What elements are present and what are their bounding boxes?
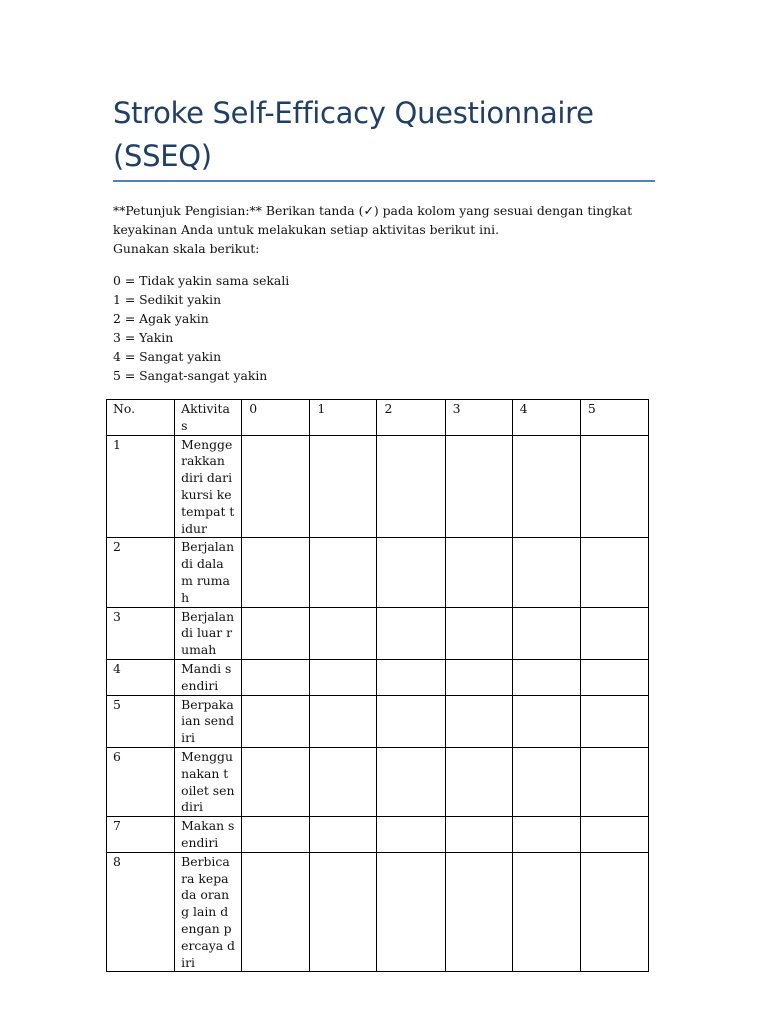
score-cell-0[interactable] xyxy=(242,817,310,853)
score-cell-0[interactable] xyxy=(242,435,310,538)
scale-item: 0 = Tidak yakin sama sekali xyxy=(113,273,290,288)
score-cell-5[interactable] xyxy=(580,538,648,607)
table-row xyxy=(107,435,649,538)
score-cell-2[interactable] xyxy=(377,538,445,607)
score-cell-2[interactable] xyxy=(377,607,445,659)
row-activity: Berjalan di luar rumah xyxy=(175,607,242,659)
row-activity: Mandi sendiri xyxy=(175,659,242,695)
score-cell-5[interactable] xyxy=(580,852,648,972)
score-cell-3[interactable] xyxy=(445,852,512,972)
row-number: 1 xyxy=(107,435,175,538)
score-cell-1[interactable] xyxy=(310,817,377,853)
score-cell-0[interactable] xyxy=(242,747,310,816)
header-score-2: 2 xyxy=(377,400,445,436)
scale-legend xyxy=(113,271,653,385)
row-activity: Makan sendiri xyxy=(175,817,242,853)
score-cell-1[interactable] xyxy=(310,747,377,816)
header-score-0: 0 xyxy=(242,400,310,436)
score-cell-0[interactable] xyxy=(242,695,310,747)
table-row xyxy=(107,817,649,853)
score-cell-4[interactable] xyxy=(512,817,580,853)
score-cell-3[interactable] xyxy=(445,659,512,695)
scale-item: 5 = Sangat-sangat yakin xyxy=(113,368,268,383)
scale-intro: Gunakan skala berikut: xyxy=(113,241,260,256)
header-score-1: 1 xyxy=(310,400,377,436)
row-number: 8 xyxy=(107,852,175,972)
table-row xyxy=(107,695,649,747)
header-score-4: 4 xyxy=(512,400,580,436)
document-title: Stroke Self-Efficacy Questionnaire (SSEQ) xyxy=(113,96,594,173)
row-activity: Menggerakkan diri dari kursi ke tempat tidur xyxy=(175,435,242,538)
row-number: 2 xyxy=(107,538,175,607)
score-cell-0[interactable] xyxy=(242,852,310,972)
table-row xyxy=(107,659,649,695)
header-no: No. xyxy=(107,400,175,436)
instructions xyxy=(113,201,653,258)
table-row xyxy=(107,538,649,607)
score-cell-5[interactable] xyxy=(580,607,648,659)
scale-item: 1 = Sedikit yakin xyxy=(113,292,222,307)
score-cell-4[interactable] xyxy=(512,435,580,538)
score-cell-2[interactable] xyxy=(377,659,445,695)
score-cell-4[interactable] xyxy=(512,538,580,607)
score-cell-5[interactable] xyxy=(580,747,648,816)
score-cell-1[interactable] xyxy=(310,659,377,695)
score-cell-2[interactable] xyxy=(377,435,445,538)
row-number: 7 xyxy=(107,817,175,853)
title-divider xyxy=(113,180,655,182)
score-cell-1[interactable] xyxy=(310,695,377,747)
score-cell-1[interactable] xyxy=(310,852,377,972)
scale-item: 4 = Sangat yakin xyxy=(113,349,222,364)
table-row xyxy=(107,607,649,659)
row-activity: Berbicara kepada orang lain dengan percaya diri xyxy=(175,852,242,972)
table-row xyxy=(107,747,649,816)
score-cell-5[interactable] xyxy=(580,659,648,695)
score-cell-0[interactable] xyxy=(242,538,310,607)
row-activity: Berjalan di dalam rumah xyxy=(175,538,242,607)
header-activity: Aktivitas xyxy=(175,400,242,436)
score-cell-0[interactable] xyxy=(242,659,310,695)
table-row xyxy=(107,852,649,972)
header-score-5: 5 xyxy=(580,400,648,436)
score-cell-1[interactable] xyxy=(310,435,377,538)
score-cell-2[interactable] xyxy=(377,747,445,816)
score-cell-3[interactable] xyxy=(445,695,512,747)
score-cell-3[interactable] xyxy=(445,607,512,659)
score-cell-0[interactable] xyxy=(242,607,310,659)
score-cell-4[interactable] xyxy=(512,659,580,695)
row-number: 5 xyxy=(107,695,175,747)
row-activity: Berpakaian sendiri xyxy=(175,695,242,747)
header-score-3: 3 xyxy=(445,400,512,436)
scale-item: 3 = Yakin xyxy=(113,330,174,345)
score-cell-3[interactable] xyxy=(445,817,512,853)
score-cell-2[interactable] xyxy=(377,817,445,853)
row-number: 4 xyxy=(107,659,175,695)
score-cell-5[interactable] xyxy=(580,435,648,538)
score-cell-5[interactable] xyxy=(580,695,648,747)
score-cell-4[interactable] xyxy=(512,695,580,747)
score-cell-1[interactable] xyxy=(310,607,377,659)
score-cell-1[interactable] xyxy=(310,538,377,607)
score-cell-2[interactable] xyxy=(377,852,445,972)
score-cell-4[interactable] xyxy=(512,852,580,972)
score-cell-4[interactable] xyxy=(512,607,580,659)
instructions-text: **Petunjuk Pengisian:** Berikan tanda (✓) pada kolom yang sesuai dengan tingkat keyakinan Anda untuk melakukan setiap aktivitas berikut ini. xyxy=(113,203,633,237)
score-cell-3[interactable] xyxy=(445,538,512,607)
row-number: 3 xyxy=(107,607,175,659)
score-cell-5[interactable] xyxy=(580,817,648,853)
score-cell-3[interactable] xyxy=(445,435,512,538)
score-cell-4[interactable] xyxy=(512,747,580,816)
row-activity: Menggunakan toilet sendiri xyxy=(175,747,242,816)
score-cell-2[interactable] xyxy=(377,695,445,747)
score-cell-3[interactable] xyxy=(445,747,512,816)
scale-item: 2 = Agak yakin xyxy=(113,311,209,326)
table-header-row xyxy=(107,400,649,436)
row-number: 6 xyxy=(107,747,175,816)
questionnaire-table xyxy=(106,399,649,972)
